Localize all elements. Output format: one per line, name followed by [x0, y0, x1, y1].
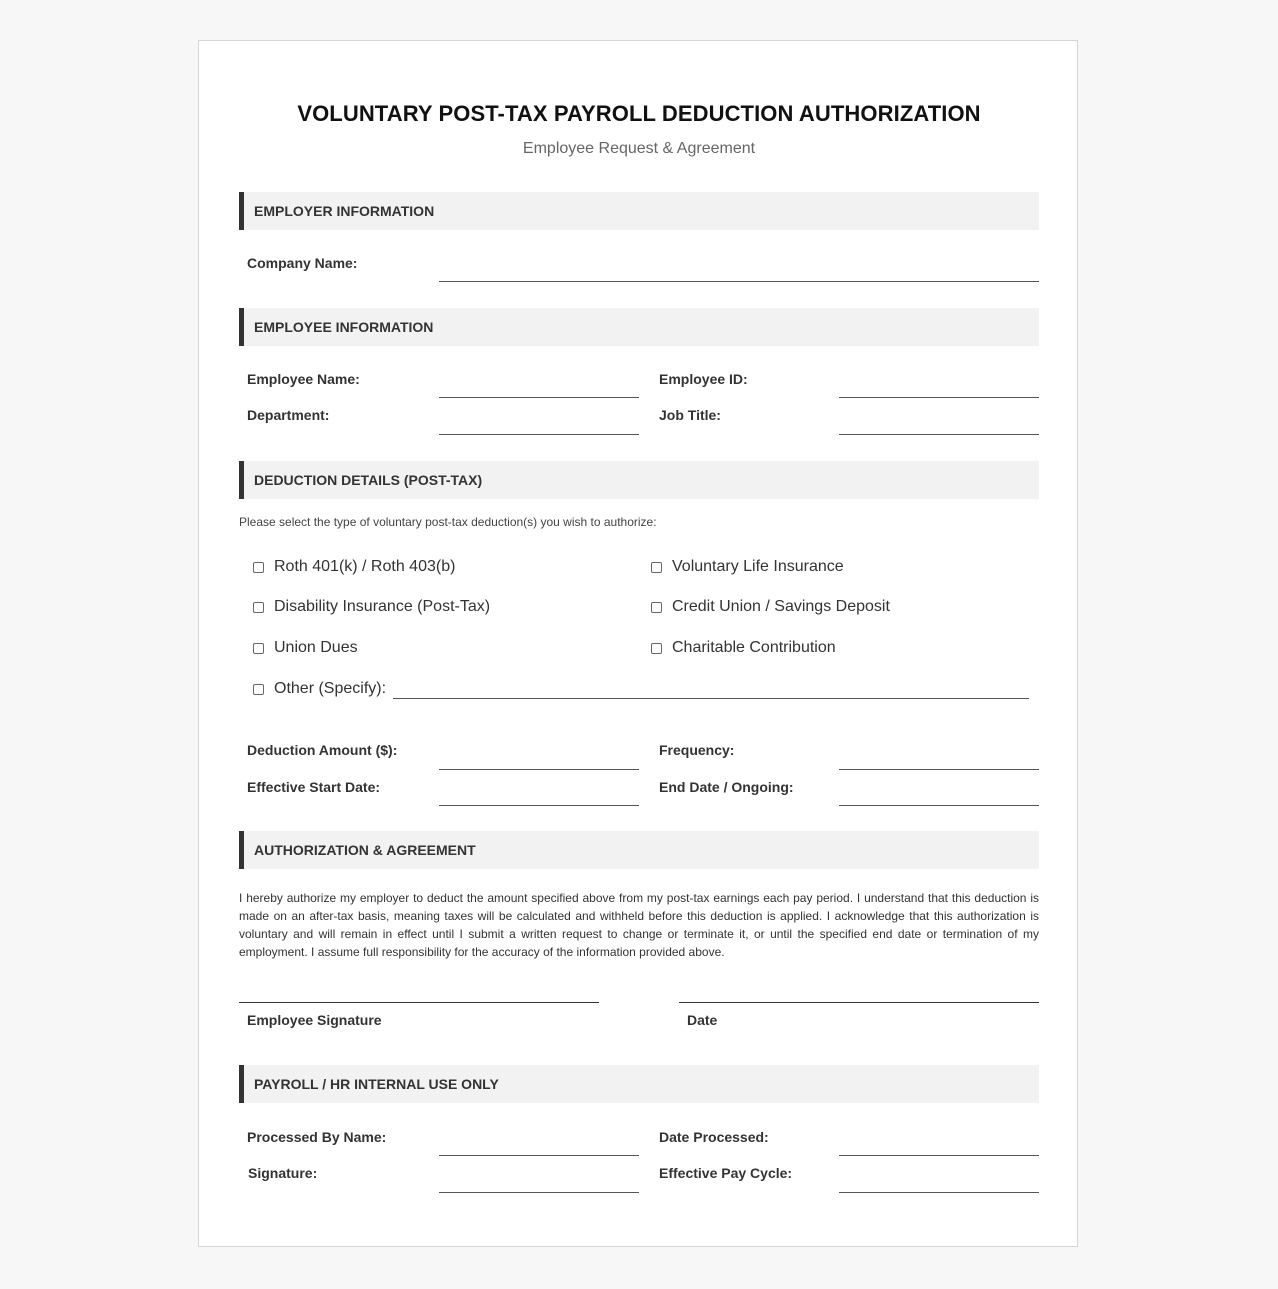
- date-processed-label: Date Processed:: [659, 1129, 769, 1145]
- section-heading-authorization: AUTHORIZATION & AGREEMENT: [239, 831, 1039, 869]
- deduction-option-label: Disability Insurance (Post-Tax): [274, 598, 491, 615]
- job-title-field[interactable]: [839, 434, 1039, 435]
- employee-id-field[interactable]: [839, 397, 1039, 398]
- signature-date-label: Date: [687, 1012, 718, 1028]
- pay-cycle-field[interactable]: [839, 1192, 1039, 1193]
- deduction-option-life-insurance[interactable]: [651, 558, 844, 576]
- date-processed-field[interactable]: [839, 1155, 1039, 1156]
- checkbox[interactable]: [651, 602, 662, 613]
- deduction-option-other[interactable]: [253, 680, 386, 698]
- checkbox[interactable]: [651, 562, 662, 573]
- form-title: VOLUNTARY POST-TAX PAYROLL DEDUCTION AUTHORIZATION: [297, 101, 981, 126]
- employee-id-label: Employee ID:: [659, 371, 748, 387]
- section-heading-employer: EMPLOYER INFORMATION: [239, 192, 1039, 230]
- processed-by-field[interactable]: [439, 1155, 639, 1156]
- pay-cycle-label: Effective Pay Cycle:: [659, 1165, 793, 1181]
- deduction-option-disability[interactable]: [253, 598, 490, 616]
- company-name-label: Company Name:: [247, 255, 358, 271]
- form-page: [198, 40, 1078, 1247]
- deduction-option-label: Credit Union / Savings Deposit: [672, 598, 890, 615]
- deduction-option-roth[interactable]: [253, 558, 455, 576]
- checkbox[interactable]: [253, 643, 264, 654]
- checkbox[interactable]: [253, 602, 264, 613]
- frequency-field[interactable]: [839, 769, 1039, 770]
- employee-name-field[interactable]: [439, 397, 639, 398]
- deduction-option-credit-union[interactable]: [651, 598, 890, 616]
- authorization-text: I hereby authorize my employer to deduct the amount specified above from my post-tax earnings each pay period. I understand that this deduction is made on an after-tax basis, meaning taxes will be calculated and withheld before this deduction is applied. I acknowledge that this authorization is voluntary and will remain in effect until I submit a written request to change or terminate it, or until the specified end date or termination of my employment. I assume full responsibility for the accuracy of the information provided above.: [239, 891, 1039, 959]
- start-date-label: Effective Start Date:: [247, 779, 381, 795]
- department-label: Department:: [247, 407, 330, 423]
- deduction-option-label: Voluntary Life Insurance: [672, 558, 844, 575]
- form-subtitle: Employee Request & Agreement: [522, 140, 756, 157]
- other-specify-field[interactable]: [393, 698, 1029, 699]
- employee-signature-line[interactable]: [239, 1002, 599, 1003]
- employee-name-label: Employee Name:: [247, 371, 360, 387]
- deduction-option-label: Roth 401(k) / Roth 403(b): [274, 558, 456, 575]
- signature-date-line[interactable]: [679, 1002, 1039, 1003]
- checkbox[interactable]: [253, 562, 264, 573]
- deduction-option-label: Charitable Contribution: [672, 639, 836, 656]
- deduction-option-label: Other (Specify):: [274, 680, 387, 697]
- deduction-amount-label: Deduction Amount ($):: [247, 742, 398, 758]
- job-title-label: Job Title:: [659, 407, 721, 423]
- processed-by-label: Processed By Name:: [247, 1129, 387, 1145]
- deduction-option-charitable[interactable]: [651, 639, 836, 657]
- internal-signature-field[interactable]: [439, 1192, 639, 1193]
- start-date-field[interactable]: [439, 805, 639, 806]
- frequency-label: Frequency:: [659, 742, 735, 758]
- end-date-field[interactable]: [839, 805, 1039, 806]
- checkbox[interactable]: [253, 684, 264, 695]
- department-field[interactable]: [439, 434, 639, 435]
- section-heading-employee: EMPLOYEE INFORMATION: [239, 308, 1039, 346]
- end-date-label: End Date / Ongoing:: [659, 779, 794, 795]
- deduction-option-label: Union Dues: [274, 639, 358, 656]
- section-heading-deduction: DEDUCTION DETAILS (POST-TAX): [239, 461, 1039, 499]
- deduction-option-union-dues[interactable]: [253, 639, 358, 657]
- internal-signature-label: Signature:: [248, 1165, 318, 1181]
- checkbox[interactable]: [651, 643, 662, 654]
- company-name-field[interactable]: [439, 281, 1039, 282]
- deduction-instruction: Please select the type of voluntary post-tax deduction(s) you wish to authorize:: [239, 515, 657, 529]
- deduction-amount-field[interactable]: [439, 769, 639, 770]
- section-heading-internal: PAYROLL / HR INTERNAL USE ONLY: [239, 1065, 1039, 1103]
- employee-signature-label: Employee Signature: [247, 1012, 382, 1028]
